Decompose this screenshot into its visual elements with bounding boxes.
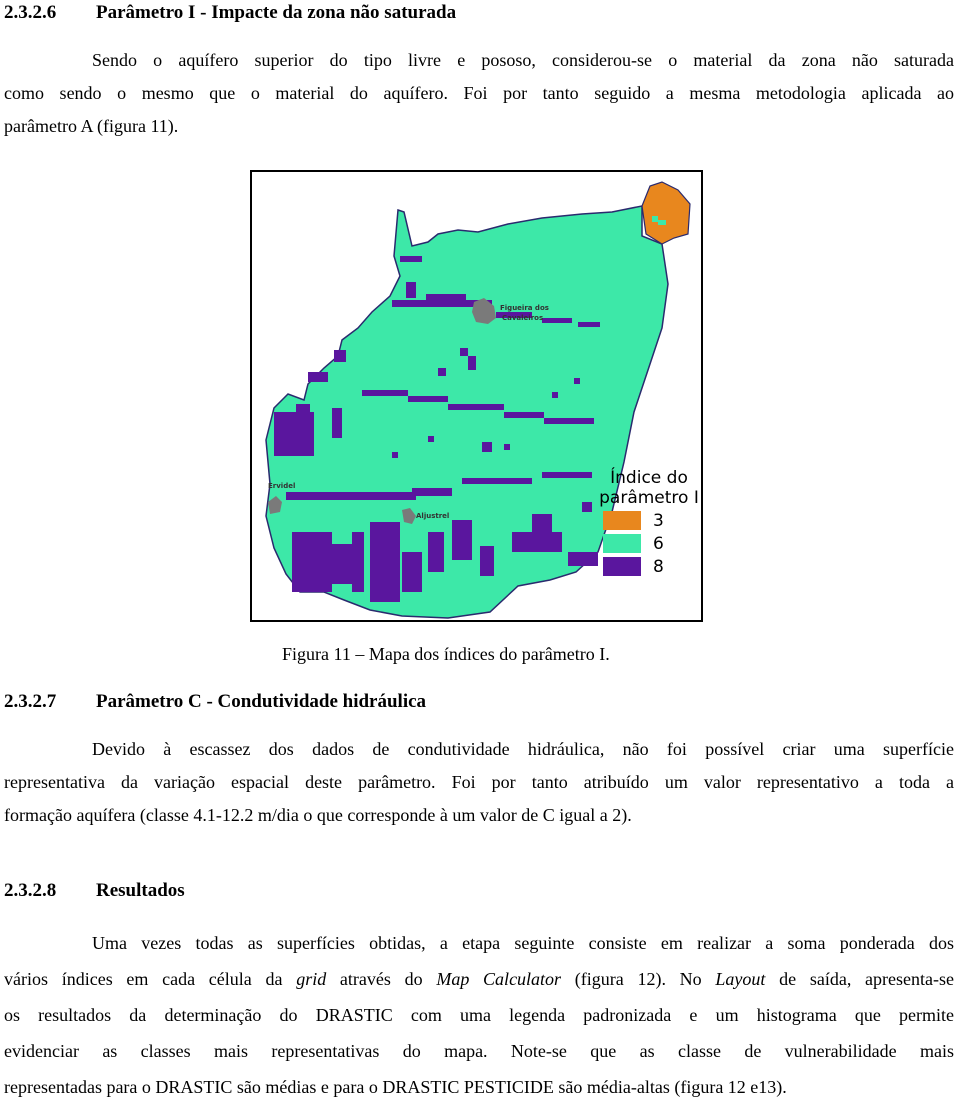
label-ervidel: Ervidel [268, 482, 296, 490]
label-figueira-line2: Cavaleiros [502, 314, 544, 322]
text-line: Devido à escassez dos dados de condutividade hidráulica, não foi possível criar uma superfície [92, 739, 954, 759]
legend-item-8 [597, 556, 701, 577]
figure-map-parametro-i [250, 170, 703, 622]
legend-swatch [603, 534, 641, 553]
section-number: 2.3.2.8 [4, 880, 57, 901]
map-region-index-3 [642, 182, 690, 244]
legend-title-line1: Índice do [610, 468, 688, 488]
map-legend [597, 468, 701, 577]
text-line: como sendo o mesmo que o material do aquífero. Foi por tanto seguido a mesma metodologia aplicada ao [4, 83, 954, 103]
paragraph-resultados [4, 925, 954, 1105]
text-line: vários índices em cada célula da grid através do Map Calculator (figura 12). No Layout de saída, apresenta-se [4, 969, 954, 989]
text-line: Uma vezes todas as superfícies obtidas, a etapa seguinte consiste em realizar a soma ponderada dos [92, 933, 954, 953]
section-heading-parametro-i [4, 2, 456, 24]
legend-item-3 [597, 510, 701, 531]
paragraph-parametro-c [4, 733, 954, 832]
label-aljustrel: Aljustrel [416, 512, 450, 520]
figure-caption: Figura 11 – Mapa dos índices do parâmetro I. [282, 644, 610, 664]
section-number: 2.3.2.7 [4, 691, 57, 712]
legend-item-6 [597, 533, 701, 554]
section-number: 2.3.2.6 [4, 2, 57, 23]
text-line: Sendo o aquífero superior do tipo livre e pososo, considerou-se o material da zona não saturada [92, 50, 954, 70]
text-line: representativa da variação espacial deste parâmetro. Foi por tanto atribuído um valor representativo a toda a [4, 772, 954, 792]
legend-swatch [603, 511, 641, 530]
legend-value: 6 [653, 533, 664, 554]
section-heading-parametro-c [4, 691, 426, 713]
legend-value: 3 [653, 510, 664, 531]
paragraph-parametro-i [4, 44, 954, 143]
label-figueira-line1: Figueira dos [500, 304, 549, 312]
legend-title-line2: parâmetro I [599, 488, 699, 508]
section-title: Parâmetro I - Impacte da zona não saturada [96, 2, 457, 23]
legend-value: 8 [653, 556, 664, 577]
text-line: evidenciar as classes mais representativas do mapa. Note-se que as classe de vulnerabilidade mais [4, 1041, 954, 1061]
text-line: formação aquífera (classe 4.1-12.2 m/dia o que corresponde à um valor de C igual a 2). [4, 805, 632, 825]
text-line: os resultados da determinação do DRASTIC com uma legenda padronizada e um histograma que permite [4, 1005, 954, 1025]
text-line: parâmetro A (figura 11). [4, 116, 179, 136]
section-heading-resultados [4, 880, 185, 902]
section-title: Parâmetro C - Condutividade hidráulica [96, 691, 427, 712]
text-line: representadas para o DRASTIC são médias e para o DRASTIC PESTICIDE são média-altas (figura 12 e13). [4, 1077, 787, 1097]
legend-swatch [603, 557, 641, 576]
section-title: Resultados [96, 880, 185, 901]
